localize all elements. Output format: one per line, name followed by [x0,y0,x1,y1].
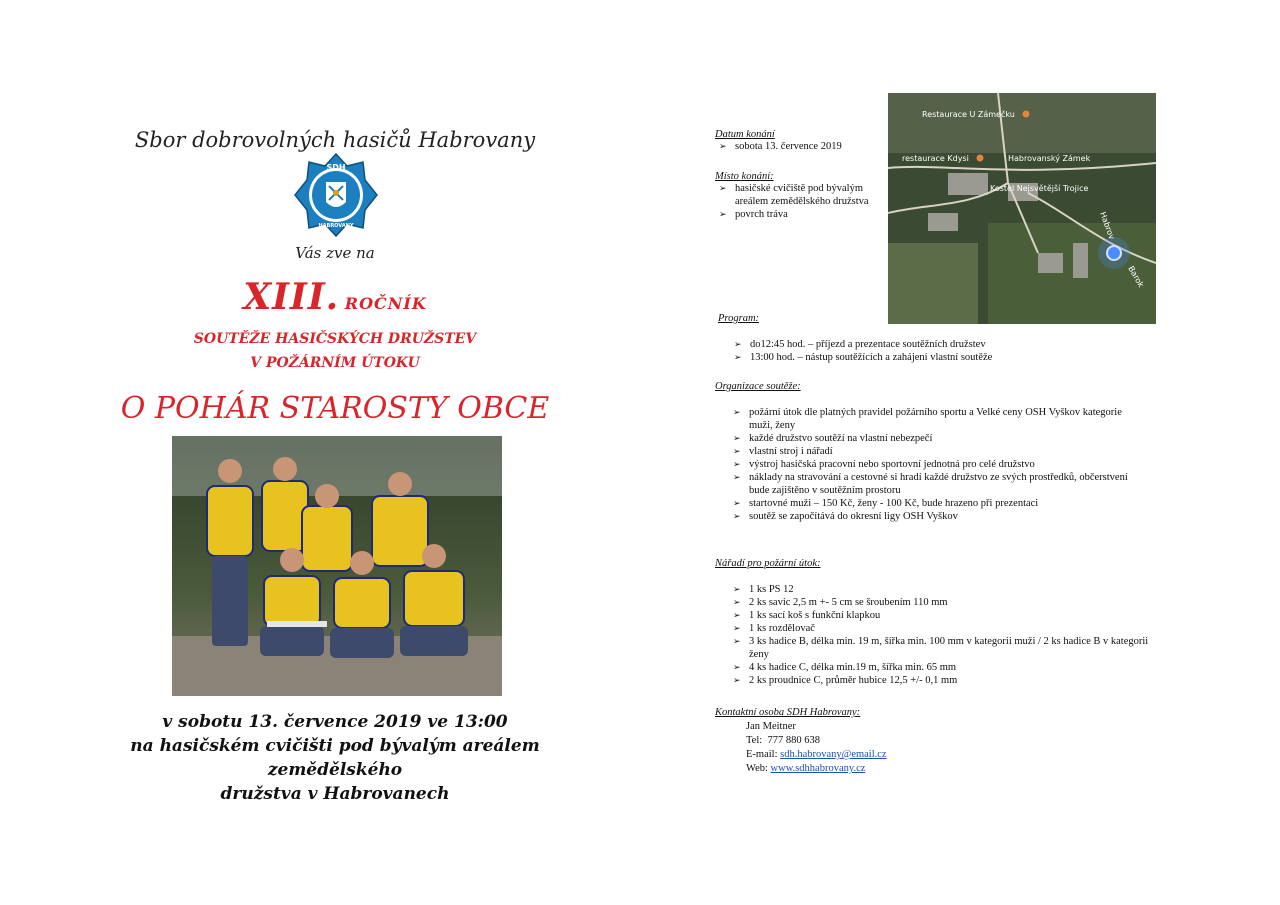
invite-text: Vás zve na [295,244,375,262]
tools-section [715,558,1155,687]
list-item: ➢ každé družstvo soutěží na vlastní nebezpečí [731,432,1145,445]
organization-list [731,406,1145,523]
place-list [717,182,880,221]
contact-email: E-mail: sdh.habrovany@email.cz [746,749,887,760]
cup-title: O POHÁR STAROSTY OBCE [120,391,550,426]
map-label-barok: Barok [1126,264,1146,289]
contact-tel-value: 777 880 638 [767,735,820,746]
event-when-line-1: v sobotu 13. července 2019 ve 13:00 [162,712,508,732]
map-label-kostel: Kostel Nejsvětější Trojice [990,184,1089,193]
contact-section [715,706,1015,776]
sdh-logo-icon [293,152,379,238]
organization-heading: Organizace soutěže: [715,381,801,392]
list-item: ➢ soutěž se započítává do okresní ligy OSH Vyškov [731,510,1145,523]
list-item: ➢ povrch tráva [717,208,880,221]
tools-list [731,583,1155,687]
program-list [732,338,1158,364]
map-label-habrovansky-zamek: Habrovanský Zámek [1008,154,1091,163]
svg-text:HABROVANY: HABROVANY [318,223,354,229]
list-item: ➢ 1 ks sací koš s funkční klapkou [731,609,1155,622]
date-heading: Datum konání [715,129,775,140]
date-section [715,129,885,153]
place-heading: Místo konání: [715,171,774,182]
list-item: ➢ 3 ks hadice B, délka min. 19 m, šířka min. 100 mm v kategorii muži / 2 ks hadice B v kategorii ženy [731,635,1155,661]
map-label-restaurace-kdysi: restaurace Kdysi [902,154,969,163]
list-item: ➢ startovné muži – 150 Kč, ženy - 100 Kč, bude hrazeno při prezentaci [731,497,1145,510]
edition-number: XIII. [243,276,340,318]
contact-name: Jan Meitner [746,721,796,732]
list-item: ➢ 1 ks rozdělovač [731,622,1155,635]
program-section [718,313,1158,364]
list-item: ➢ 13:00 hod. – nástup soutěžících a zahájení vlastní soutěže [732,351,1158,364]
list-item: ➢ 2 ks proudnice C, průměr hubice 12,5 +/- 0,1 mm [731,674,1155,687]
edition-label: ROČNÍK [344,294,427,313]
list-item: ➢ hasičské cvičiště pod bývalým areálem zemědělského družstva [717,182,880,208]
list-item: ➢ 2 ks savic 2,5 m +- 5 cm se šroubením 110 mm [731,596,1155,609]
date-list [717,140,885,153]
location-map [888,93,1156,324]
contact-tel: Tel: 777 880 638 [746,735,820,746]
map-label-restaurace-u-zamecku: Restaurace U Zámečku [922,110,1015,119]
list-item: ➢ sobota 13. července 2019 [717,140,885,153]
edition-heading [110,276,560,318]
team-photo [172,436,502,696]
list-item: ➢ vlastní stroj i nářadí [731,445,1145,458]
competition-subtitle-1: SOUTĚŽE HASIČSKÝCH DRUŽSTEV [193,331,477,347]
map-label-habrov: Habrov [1098,210,1117,241]
organization-section [715,381,1145,523]
organization-name: Sbor dobrovolných hasičů Habrovany [134,128,536,152]
email-link[interactable]: sdh.habrovany@email.cz [780,749,887,760]
tools-heading: Nářadí pro požární útok: [715,558,821,569]
contact-web: Web: www.sdhhabrovany.cz [746,763,866,774]
web-link[interactable]: www.sdhhabrovany.cz [770,763,866,774]
program-heading: Program: [718,313,760,324]
list-item: ➢ 4 ks hadice C, délka min.19 m, šířka min. 65 mm [731,661,1155,674]
event-when-line-3: družstva v Habrovanech [220,784,450,804]
svg-text:SDH: SDH [326,163,346,172]
list-item: ➢ 1 ks PS 12 [731,583,1155,596]
event-when-line-2: na hasičském cvičišti pod bývalým areálem zemědělského [130,736,540,780]
competition-subtitle-2: V POŽÁRNÍM ÚTOKU [250,355,420,371]
place-section [715,171,880,221]
list-item: ➢ požární útok dle platných pravidel požárního sportu a Velké ceny OSH Vyškov kategorie muži, ženy [731,406,1145,432]
event-when [110,710,560,806]
contact-heading: Kontaktní osoba SDH Habrovany: [715,707,861,718]
list-item: ➢ do12:45 hod. – příjezd a prezentace soutěžních družstev [732,338,1158,351]
list-item: ➢ náklady na stravování a cestovné si hradí každé družstvo ze svých prostředků, občerstvení bude zajištěno v soutěžním prostoru [731,471,1145,497]
list-item: ➢ výstroj hasičská pracovní nebo sportovní jednotná pro celé družstvo [731,458,1145,471]
